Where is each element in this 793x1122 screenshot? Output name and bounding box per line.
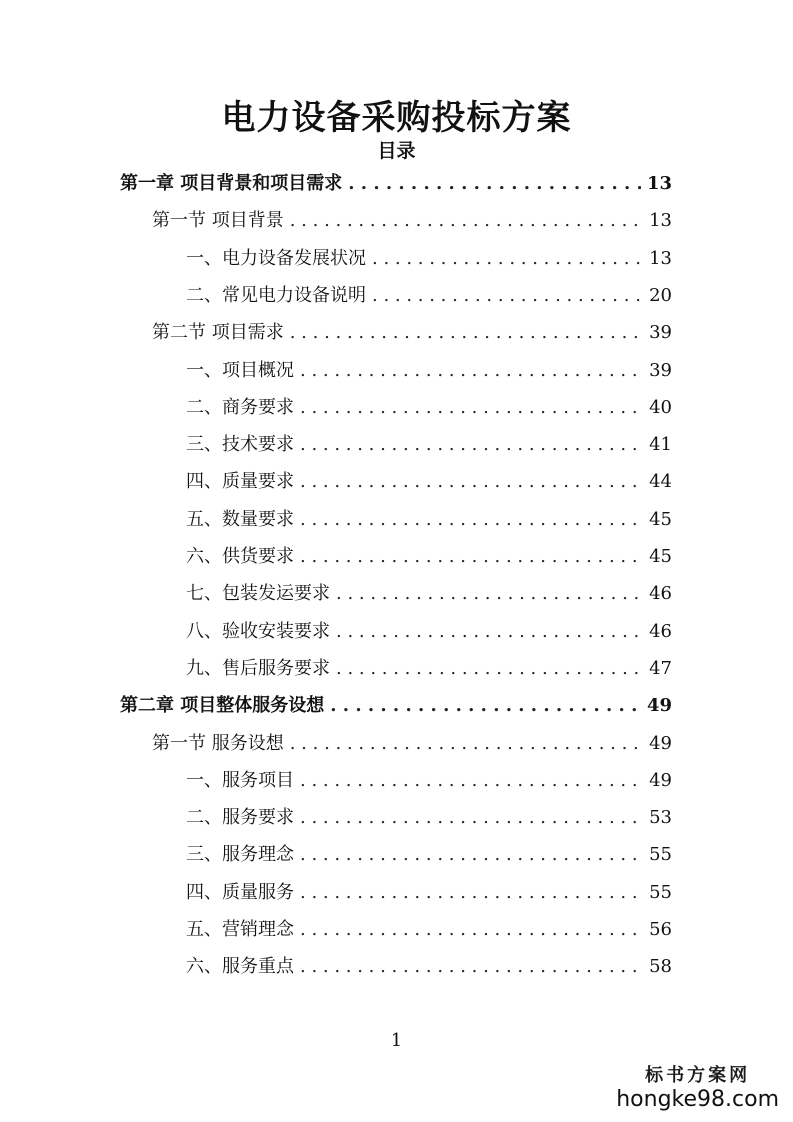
toc-dot-leader [300, 875, 643, 911]
toc-dot-leader [336, 614, 643, 650]
toc-entry-page: 53 [649, 807, 672, 829]
toc-entry-label: 第二章 项目整体服务设想 [120, 695, 325, 717]
toc-entry-label: 八、验收安装要求 [186, 620, 330, 642]
toc-entry-label: 四、质量要求 [186, 471, 294, 493]
toc-dot-leader [290, 726, 643, 762]
toc-dot-leader [330, 688, 641, 724]
toc-entry-label: 一、服务项目 [186, 769, 294, 791]
toc-entry-page: 41 [649, 434, 672, 456]
watermark-url: hongke98.com [616, 1087, 779, 1112]
toc-dot-leader [300, 502, 643, 538]
toc-dot-leader [300, 427, 643, 463]
toc-heading: 目录 [377, 140, 416, 162]
toc-entry-label: 第一节 项目背景 [152, 210, 284, 232]
toc-dot-leader [300, 390, 643, 426]
toc-dot-leader [336, 576, 643, 612]
toc-entry-label: 六、供货要求 [186, 546, 294, 567]
toc-subsection-entry[interactable] [186, 651, 672, 687]
toc-entry-label: 四、质量服务 [186, 881, 294, 903]
toc-entry-page: 55 [649, 881, 672, 903]
toc-entry-page: 49 [646, 695, 672, 717]
toc-entry-page: 39 [649, 322, 672, 344]
toc-entry-label: 一、电力设备发展状况 [186, 247, 366, 269]
toc-subsection-entry[interactable] [186, 390, 672, 426]
toc-entry-label: 五、数量要求 [186, 508, 294, 530]
toc-entry-label: 三、服务理念 [186, 844, 294, 866]
toc-entry-page: 49 [649, 732, 672, 754]
watermark-cn: 标书方案网 [645, 1065, 751, 1086]
toc-entry-label: 第二节 项目需求 [152, 322, 284, 344]
toc-entry-page: 20 [649, 284, 672, 306]
toc-subsection-entry[interactable] [186, 241, 672, 277]
toc-subsection-entry[interactable] [186, 539, 672, 575]
toc-subsection-entry[interactable] [186, 502, 672, 538]
toc-dot-leader [300, 539, 643, 575]
toc-subsection-entry[interactable] [186, 875, 672, 911]
toc-entry-page: 39 [649, 359, 672, 381]
toc-dot-leader [300, 949, 643, 985]
toc-entry-page: 13 [649, 210, 672, 232]
toc-entry-page: 45 [649, 508, 672, 530]
toc-dot-leader [372, 278, 643, 314]
toc-subsection-entry[interactable] [186, 576, 672, 612]
toc-subsection-entry[interactable] [186, 800, 672, 836]
toc-subsection-entry[interactable] [186, 837, 672, 873]
toc-dot-leader [290, 315, 643, 351]
toc-entry-page: 58 [649, 956, 672, 978]
toc-dot-leader [336, 651, 643, 687]
toc-dot-leader [290, 203, 643, 239]
toc-dot-leader [300, 912, 643, 948]
toc-dot-leader [300, 353, 643, 389]
toc-entry-label: 第一章 项目背景和项目需求 [120, 173, 343, 194]
toc-dot-leader [300, 837, 643, 873]
document-title: 电力设备采购投标方案 [221, 98, 572, 138]
toc-subsection-entry[interactable] [186, 912, 672, 948]
toc-dot-leader [300, 800, 643, 836]
toc-entry-label: 二、常见电力设备说明 [186, 284, 366, 306]
toc-subsection-entry[interactable] [186, 353, 672, 389]
watermark [616, 1061, 779, 1112]
toc-entry-page: 47 [649, 657, 672, 679]
toc-entry-page: 56 [649, 919, 672, 940]
toc-entry-label: 二、商务要求 [186, 396, 294, 418]
toc-subsection-entry[interactable] [186, 763, 672, 799]
toc-dot-leader [300, 464, 643, 500]
toc-entry-label: 第一节 服务设想 [152, 732, 284, 754]
toc-entry-page: 49 [649, 769, 672, 791]
toc-section-entry[interactable] [152, 203, 672, 239]
toc-dot-leader [348, 166, 641, 202]
toc-entry-page: 45 [649, 546, 672, 567]
toc-subsection-entry[interactable] [186, 614, 672, 650]
toc-subsection-entry[interactable] [186, 464, 672, 500]
toc-entry-label: 七、包装发运要求 [186, 583, 330, 605]
toc-dot-leader [300, 763, 643, 799]
toc-chapter-entry[interactable] [120, 166, 672, 202]
toc-subsection-entry[interactable] [186, 278, 672, 314]
toc-entry-label: 六、服务重点 [186, 956, 294, 978]
toc-dot-leader [372, 241, 643, 277]
toc-entry-page: 55 [649, 844, 672, 866]
page-number: 1 [390, 1030, 403, 1051]
toc-section-entry[interactable] [152, 726, 672, 762]
toc-entry-page: 13 [646, 173, 672, 194]
toc-subsection-entry[interactable] [186, 949, 672, 985]
toc-entry-label: 五、营销理念 [186, 919, 294, 940]
toc-chapter-entry[interactable] [120, 688, 672, 724]
toc-entry-page: 44 [649, 471, 672, 493]
toc-section-entry[interactable] [152, 315, 672, 351]
toc-entry-page: 46 [649, 620, 672, 642]
toc-entry-label: 三、技术要求 [186, 434, 294, 456]
toc-subsection-entry[interactable] [186, 427, 672, 463]
toc-entry-page: 40 [649, 396, 672, 418]
toc-entry-page: 46 [649, 583, 672, 605]
toc-entry-label: 二、服务要求 [186, 807, 294, 829]
toc-entry-page: 13 [649, 247, 672, 269]
toc-entry-label: 一、项目概况 [186, 359, 294, 381]
toc-entry-label: 九、售后服务要求 [186, 657, 330, 679]
